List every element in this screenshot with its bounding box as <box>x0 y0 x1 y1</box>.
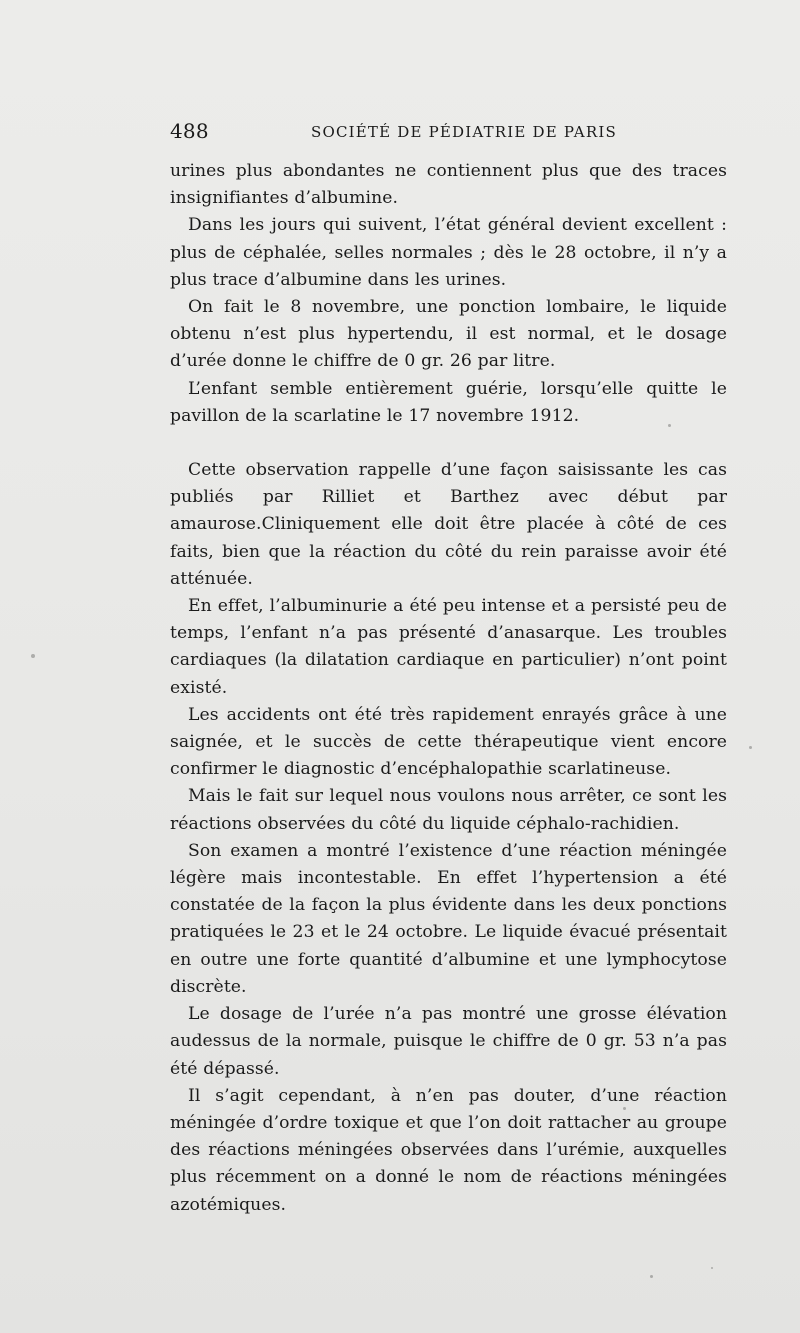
paragraph-observation: Cette observation rappelle d’une façon saisissante les cas publiés par Rilliet et Barthez avec début par amaurose.Cliniquement elle doit être placée à côté de ces faits, bien que la réaction du côté du rein paraisse avoir été atténuée. <box>170 460 727 589</box>
paragraph-meningeal-reaction: Son examen a montré l’existence d’une réaction méningée légère mais incontestable. En effet l’hypertension a été constatée de la façon la plus évidente dans les deux ponctions pratiquées le 23 et le 24 octobre. Le liquide évacué présentait en outre une forte quantité d’albumine et une lymphocytose discrète. <box>170 840 727 997</box>
paragraph-urine-findings: urines plus abondantes ne contiennent plus que des traces insignifiantes d’albumine. <box>170 161 727 209</box>
paper-speck <box>623 1107 626 1110</box>
paragraph-albuminuria: En effet, l’albuminurie a été peu intense et a persisté peu de temps, l’enfant n’a pas présenté d’anasarque. Les troubles cardiaques (la dilatation cardiaque en particulier) n’ont point existé. <box>170 596 727 698</box>
paper-speck <box>31 654 35 658</box>
paragraph-recovery: L’enfant semble entièrement guérie, lorsqu’elle quitte le pavillon de la scarlatine le 17 novembre 1912. <box>170 378 727 426</box>
paragraph-general-state: Dans les jours qui suivent, l’état général devient excellent : plus de céphalée, selles normales ; dès le 28 octobre, il n’y a plus trace d’albumine dans les urines. <box>170 215 727 290</box>
paper-speck <box>711 1267 713 1269</box>
page-header <box>170 119 727 151</box>
paragraph-lumbar-puncture: On fait le 8 novembre, une ponction lombaire, le liquide obtenu n’est plus hypertendu, il est normal, et le dosage d’urée donne le chiffre de 0 gr. 26 par litre. <box>170 297 727 372</box>
paper-speck <box>668 424 671 427</box>
paragraph-toxic-reaction: Il s’agit cependant, à n’en pas douter, d’une réaction méningée d’ordre toxique et que l’on doit rattacher au groupe des réactions méningées observées dans l’urémie, auxquelles plus récemment on a donné le nom de réactions méningées azotémiques. <box>170 1085 727 1215</box>
paragraph-accidents: Les accidents ont été très rapidement enrayés grâce à une saignée, et le succès de cette thérapeutique vient encore confirmer le diagnostic d’encéphalopathie scarlatineuse. <box>170 704 727 780</box>
main-text <box>170 158 727 1219</box>
running-title: SOCIÉTÉ DE PÉDIATRIE DE PARIS <box>311 123 617 141</box>
paper-speck <box>650 1275 653 1278</box>
page-number: 488 <box>170 119 209 143</box>
paper-speck <box>749 746 752 749</box>
paragraph-urea-dosage: Le dosage de l’urée n’a pas montré une grosse élévation audessus de la normale, puisque le chiffre de 0 gr. 53 n’a pas été dépassé. <box>170 1004 727 1079</box>
paragraph-csf-reactions: Mais le fait sur lequel nous voulons nous arrêter, ce sont les réactions observées du côté du liquide céphalo-rachidien. <box>170 786 727 834</box>
